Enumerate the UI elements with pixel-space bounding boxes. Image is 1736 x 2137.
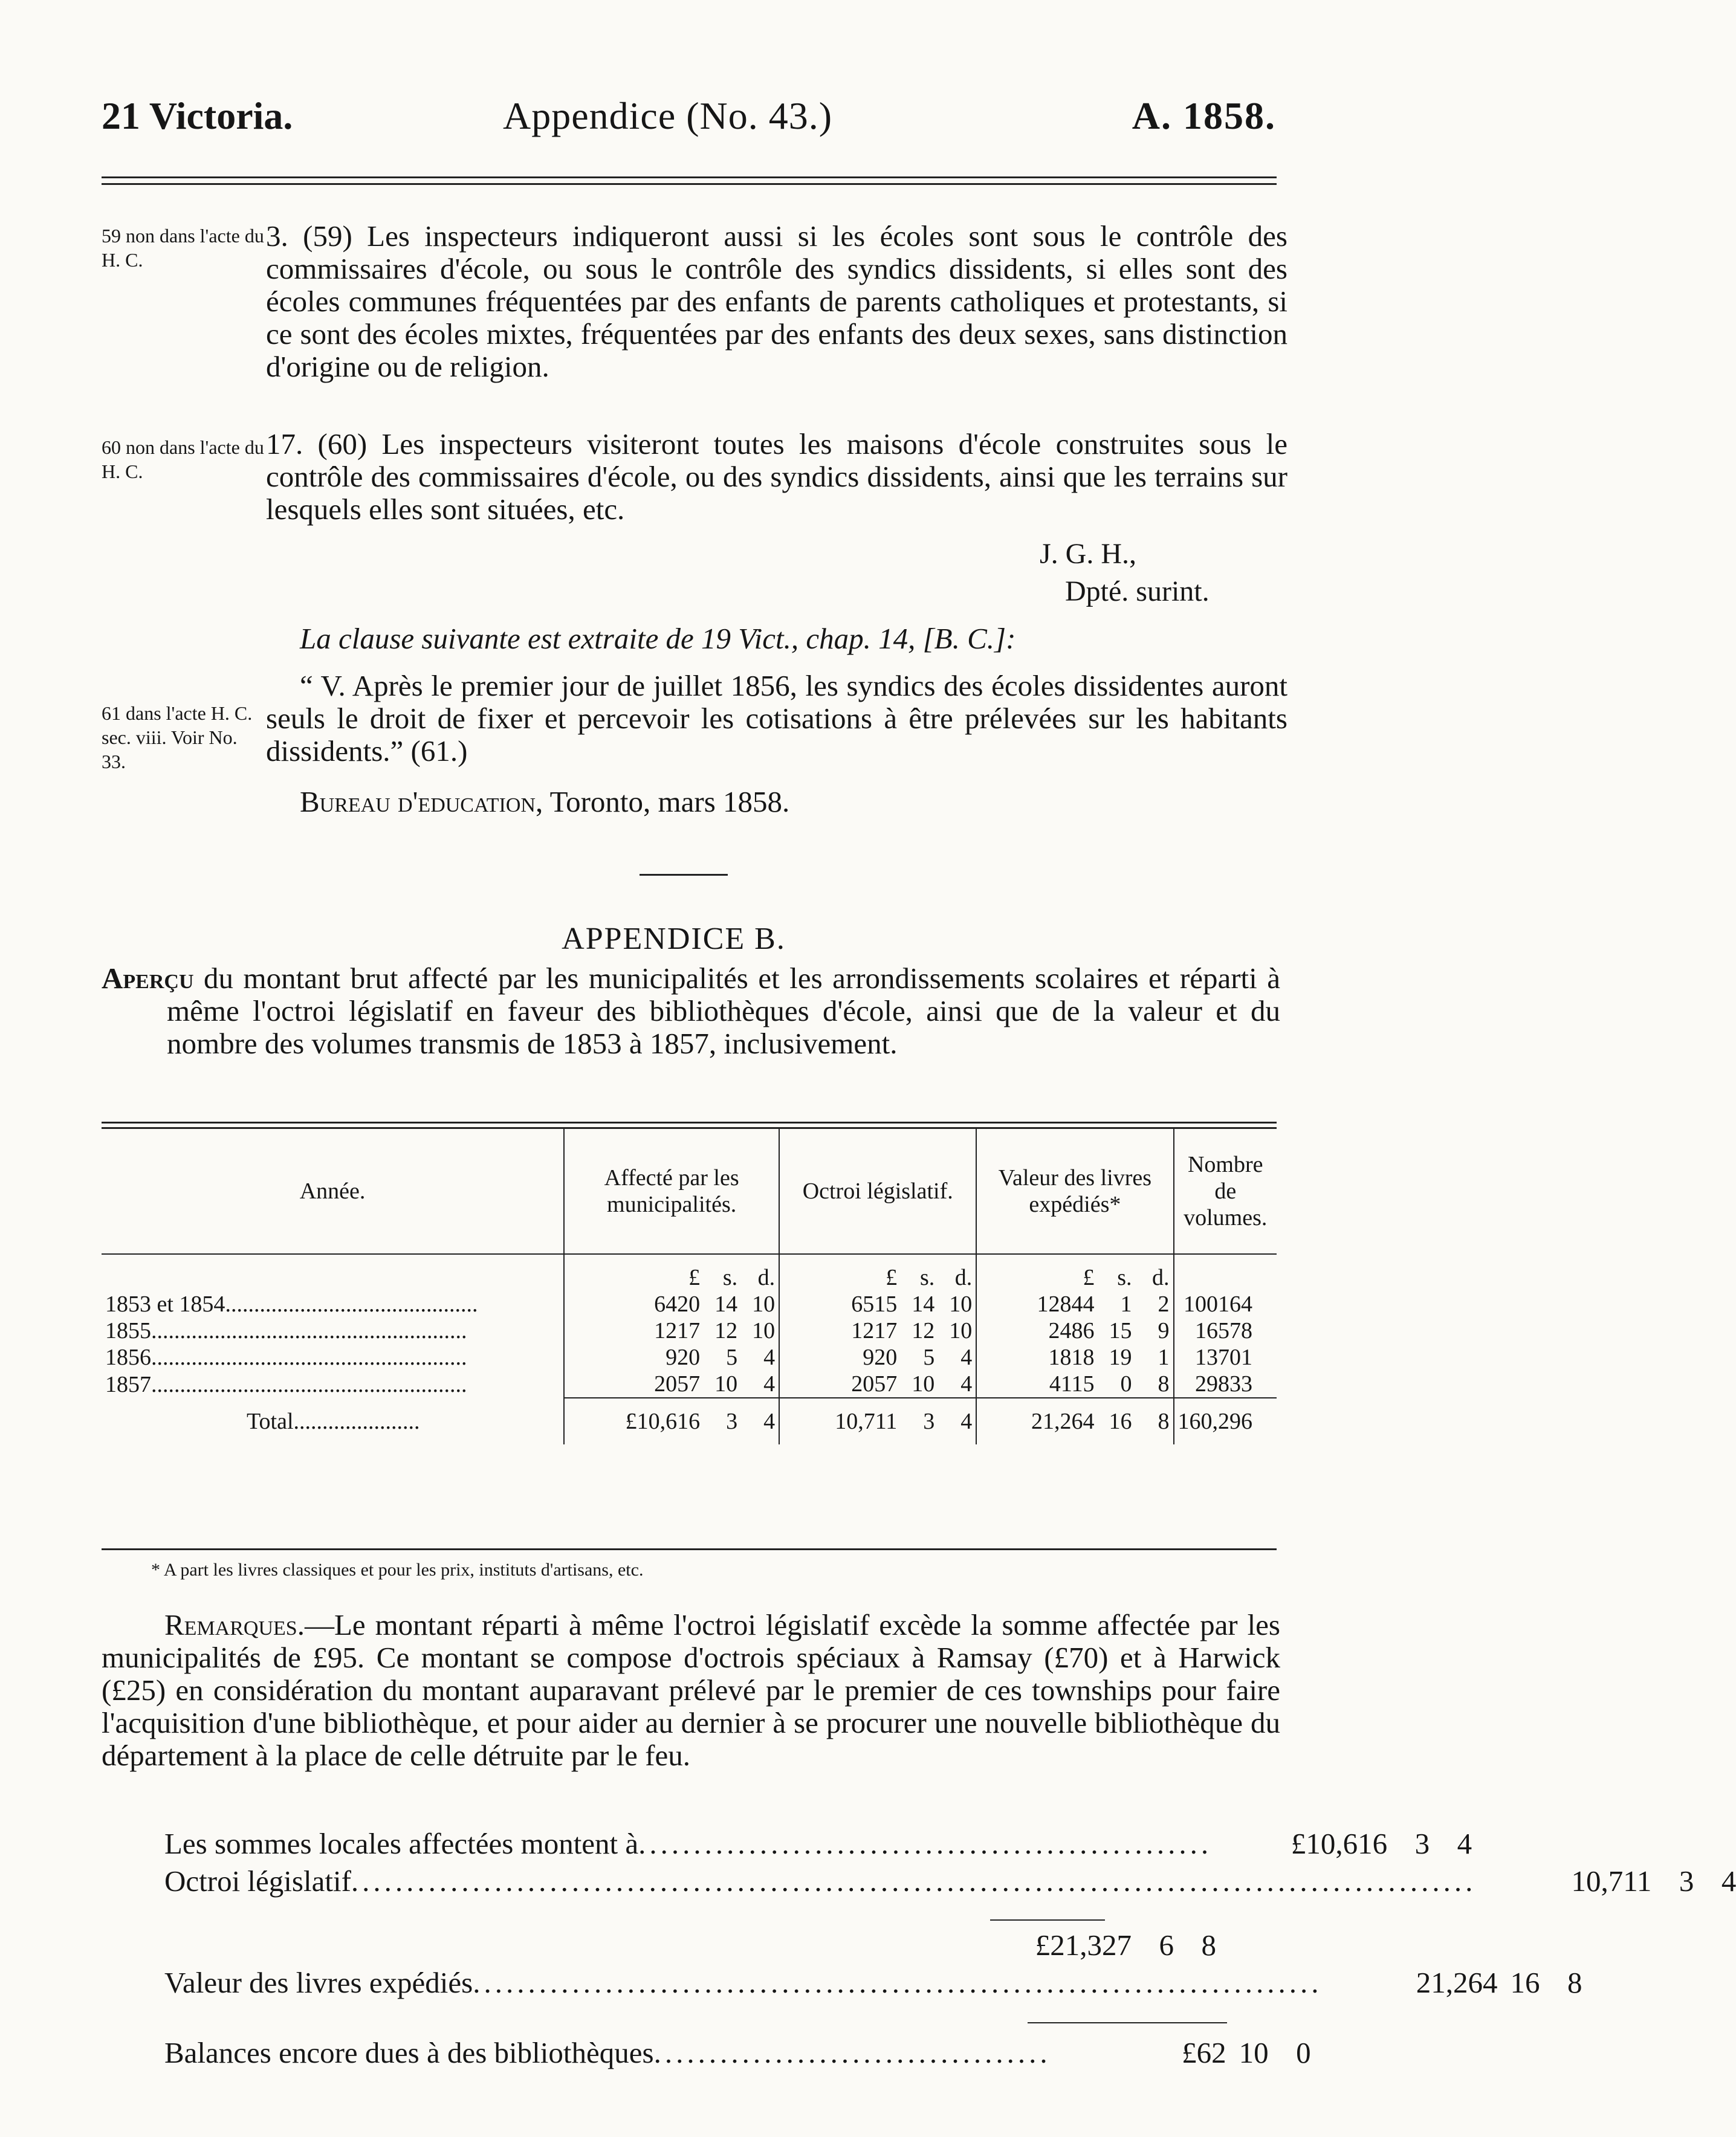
header-affecte: Affecté par les municipalités. <box>564 1129 779 1254</box>
clause-v: “ V. Après le premier jour de juillet 1856, les syndics des écoles dissidentes auront seuls le droit de fixer et percevoir les cotisations à être prélevées sur les habitants dissidents.” (61.) <box>266 669 1287 768</box>
row-year: 1853 et 1854............................................ <box>105 1292 478 1317</box>
apercu-paragraph <box>102 962 1280 1060</box>
header-rule <box>102 176 1277 185</box>
table-row: 1853 et 1854............................................ 6420 14 10 6515 14 10 12844 1 2 100164 <box>102 1291 1277 1317</box>
margin-note-60: 60 non dans l'acte du H. C. <box>102 436 264 482</box>
bureau-place: Toronto, mars 1858. <box>549 785 790 818</box>
bureau-line <box>300 786 1146 818</box>
total-label: Total...................... <box>247 1408 420 1434</box>
summary-line: Les sommes locales affectées montent à .................................................... £10,616 3 4 <box>164 1827 1472 1860</box>
table-total-row: Total...................... £10,616 3 4 10,711 3 4 21,264 16 8 160,296 <box>102 1398 1277 1444</box>
signature-title: Dpté. surint. <box>1065 575 1210 607</box>
row-volumes: 100164 <box>1174 1291 1277 1317</box>
table-footnote: * A part les livres classiques et pour les prix, instituts d'artisans, etc. <box>151 1560 644 1580</box>
header-left: 21 Victoria. <box>102 94 293 137</box>
section-divider <box>640 874 728 876</box>
summary-line: Octroi législatif ...................................................................................................... 10,711 3 4 <box>164 1864 1736 1898</box>
margin-note-61: 61 dans l'acte H. C. sec. viii. Voir No. 33. <box>102 702 253 772</box>
table-row: 1855....................................................... 1217 12 10 1217 12 10 2486 15 9 16578 <box>102 1317 1277 1344</box>
summary-line: Valeur des livres expédiés ............................................................................. 21,264 16 8 <box>164 1966 1582 1999</box>
row-volumes: 29833 <box>1174 1371 1277 1398</box>
header-nombre: Nombre de volumes. <box>1174 1129 1277 1254</box>
header-right: A. 1858. <box>1132 94 1276 137</box>
remarques-label: Remarques. <box>164 1608 305 1641</box>
units-affecte: £ s. d. <box>688 1265 776 1290</box>
apercu-label: Aperçu <box>102 962 194 995</box>
row-year: 1856....................................................... <box>105 1345 467 1370</box>
margin-note-59: 59 non dans l'acte du H. C. <box>102 225 264 271</box>
summary-balance: Balances encore dues à des bibliothèques .................................... £62 10 0 <box>164 2036 1311 2069</box>
header-center: Appendice (No. 43.) <box>503 94 833 137</box>
row-volumes: 13701 <box>1174 1344 1277 1371</box>
row-year: 1855....................................................... <box>105 1318 467 1343</box>
units-valeur: £ s. d. <box>1083 1265 1170 1290</box>
table-row: 1856....................................................... 920 5 4 920 5 4 1818 19 1 13701 <box>102 1344 1277 1371</box>
apercu-text: du montant brut affecté par les municipalités et les arrondissements scolaires et réparti à même l'octroi législatif en faveur des bibliothèques d'école, ainsi que de la valeur et du nombre des volumes transmis de 1853 à 1857, inclusivement. <box>167 962 1280 1060</box>
data-table <box>102 1129 1277 1444</box>
total-volumes: 160,296 <box>1174 1398 1277 1444</box>
table-header-row <box>102 1129 1277 1254</box>
summary-subtotal: £21,327 6 8 <box>1035 1928 1216 1962</box>
header-octroi: Octroi législatif. <box>779 1129 976 1254</box>
bureau-label: Bureau d'education, <box>300 785 543 818</box>
table-bottom-rule <box>102 1548 1277 1550</box>
paragraph-17: 17. (60) Les inspecteurs visiteront toutes les maisons d'école construites sous le contrôle des commissaires d'école, ou des syndics dissidents, ainsi que les terrains sur lesquels elles sont situées, etc. <box>266 427 1287 526</box>
header-valeur: Valeur des livres expédiés* <box>976 1129 1173 1254</box>
summary-rule <box>990 1919 1105 1921</box>
row-year: 1857....................................................... <box>105 1372 467 1397</box>
remarques-text: —Le montant réparti à même l'octroi législatif excède la somme affectée par les municipalités de £95. Ce montant se compose d'octrois spéciaux à Ramsay (£70) et à Harwick (£25) en considération du montant auparavant prélevé par le premier de ces townships pour faire l'acquisition d'une bibliothèque, et pour aider au dernier à se procurer une nouvelle bibliothèque du département à la place de celle détruite par le feu. <box>102 1608 1280 1772</box>
signature-name: J. G. H., <box>1040 538 1137 570</box>
clause-intro: La clause suivante est extraite de 19 Vict., chap. 14, [B. C.]: <box>300 622 1016 655</box>
paragraph-3: 3. (59) Les inspecteurs indiqueront aussi si les écoles sont sous le contrôle des commissaires d'école, ou sous le contrôle des syndics dissidents, si elles sont des écoles communes fréquentées par des enfants de parents catholiques et protestants, si ce sont des écoles mixtes, fréquentées par des enfants des deux sexes, sans distinction d'origine ou de religion. <box>266 219 1287 383</box>
summary-rule-2 <box>1028 2022 1227 2023</box>
table-row: 1857....................................................... 2057 10 4 2057 10 4 4115 0 8 29833 <box>102 1371 1277 1398</box>
header-annee: Année. <box>299 1178 366 1204</box>
remarques-paragraph <box>102 1609 1280 1772</box>
appendix-title: APPENDICE B. <box>562 922 786 956</box>
units-octroi: £ s. d. <box>886 1265 973 1290</box>
row-volumes: 16578 <box>1174 1317 1277 1344</box>
table-top-rule <box>102 1122 1277 1129</box>
units-row <box>102 1254 1277 1291</box>
